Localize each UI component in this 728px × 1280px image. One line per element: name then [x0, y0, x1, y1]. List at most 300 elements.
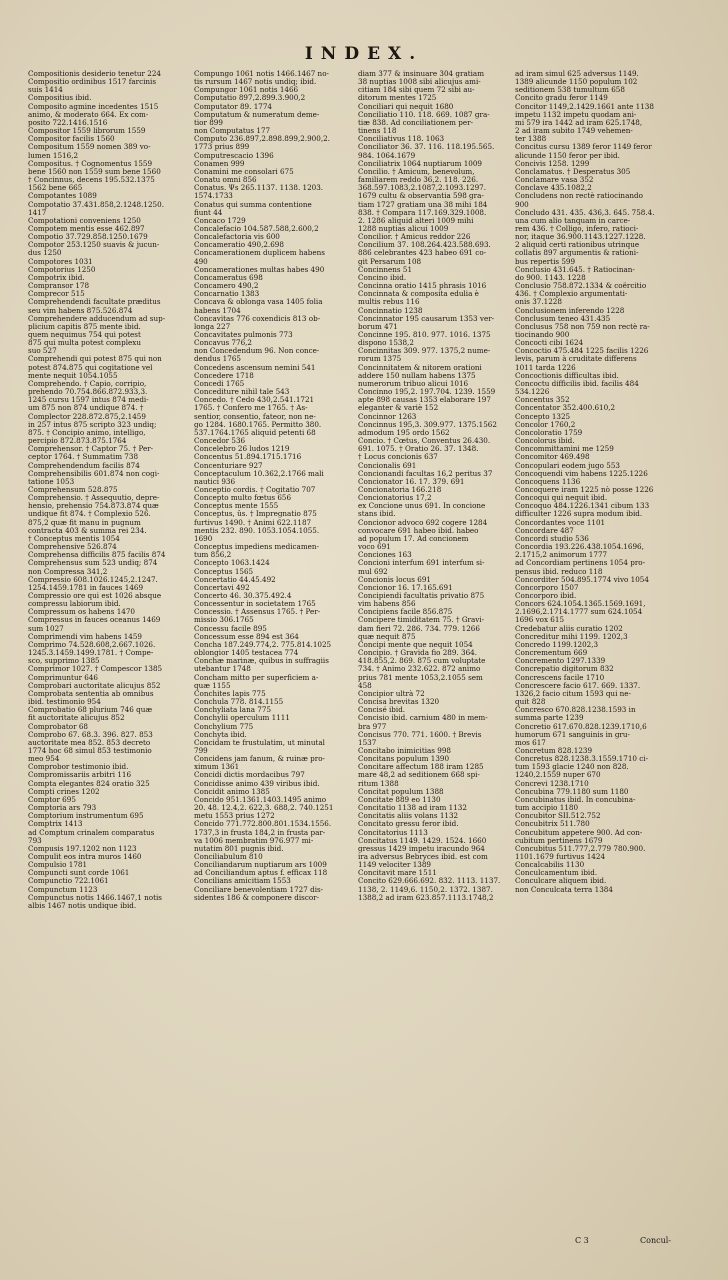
index-entry: humorum 671 sanguinis in gru-	[515, 730, 630, 739]
index-entry: admodum 195 ordo 1562	[358, 428, 450, 437]
index-entry: Concinnor 1263	[358, 412, 417, 421]
index-entry: Comprimendi vim habens 1459	[28, 632, 142, 641]
index-entry: Concameratio 490,2.698	[194, 241, 284, 250]
index-entry: 1389 alicunde 1150 populum 102	[515, 78, 638, 87]
index-entry: difficulter 1226 supra modum ibid.	[515, 510, 643, 519]
index-entry: non Conculcata terra 1384	[515, 885, 613, 894]
index-entry: Concisa brevitas 1320	[358, 698, 440, 707]
index-entry: Concepto 1325	[515, 412, 571, 421]
index-entry: Concedere 1718	[194, 371, 254, 380]
index-entry: 734. † Animo 232.622. 872 animo	[358, 665, 481, 674]
index-entry: Concioni interfum 691 interfum si-	[358, 559, 485, 568]
index-entry: ximum 1361	[194, 763, 240, 772]
index-entry: Concretio 617.670.828.1239.1710,6	[515, 722, 647, 731]
index-entry: 1388,2 ad iram 623.857.1113.1748,2	[358, 893, 494, 902]
index-entry: Concentus 51.894.1715.1716	[194, 453, 302, 462]
index-entry: Compotor 253.1250 suavis & jucun-	[28, 241, 160, 250]
index-entry: Concinnens 51	[358, 265, 413, 274]
page-title: INDEX.	[304, 44, 424, 64]
index-entry: Concedor 536	[194, 437, 246, 446]
index-entry: Concitus cursu 1389 feror 1149 feror	[515, 143, 652, 152]
index-entry: tior 899	[194, 118, 223, 127]
index-entry: ceptor 1764. † Summatim 738	[28, 453, 139, 462]
index-entry: go 1284. 1680.1765. Permitto 380.	[194, 420, 322, 429]
index-entry: Concubina 779.1180 sum 1180	[515, 787, 629, 796]
index-entry: ad iram simul 625 adversus 1149.	[515, 70, 639, 78]
index-column-1	[28, 70, 188, 910]
index-entry: Concordi studio 536	[515, 534, 589, 543]
index-entry: citiam 184 sibi quem 72 sibi au-	[358, 86, 475, 95]
index-entry: 2. 1286 aliquid alteri 1009 mihi	[358, 216, 474, 225]
index-entry: Conatus. Ψs 265.1137. 1138. 1203.	[194, 184, 324, 193]
index-entry: Comprehensibilis 601.874 non cogi-	[28, 469, 160, 478]
index-entry: diam 377 & insinuare 304 gratiam	[358, 70, 485, 78]
index-entry: 886 celebrantes 423 habeo 691 co-	[358, 249, 487, 258]
index-entry: Comprehendo. † Capio, corripio,	[28, 379, 147, 388]
index-entry: borum 471	[358, 322, 398, 331]
index-entry: 799	[194, 746, 208, 755]
index-entry: Compti crines 1202	[28, 787, 100, 796]
index-entry: Conceptus mente 1555	[194, 502, 279, 511]
index-entry: numerorum tribuo alicui 1016	[358, 379, 469, 388]
index-entry: Comptorium instrumentum 695	[28, 812, 144, 821]
signature-mark: C 3	[575, 1236, 589, 1245]
index-entry: Conchyta ibid.	[194, 730, 247, 739]
index-entry: 1690	[194, 534, 213, 543]
index-entry: Concubitor SII.512.752	[515, 812, 601, 821]
index-entry: Concitate 889 eo 1130	[358, 795, 441, 804]
index-entry: git Persarum 108	[358, 257, 422, 266]
index-entry: Concamero 490,2	[194, 282, 259, 291]
index-entry: nor, itaque 36.900.1143.1227.1228.	[515, 233, 646, 242]
index-entry: prius 781 mente 1053,2.1055 sem	[358, 673, 483, 682]
index-entry: tinens 118	[358, 127, 397, 136]
index-entry: Concitans populum 1390	[358, 755, 450, 764]
index-entry: 534.1226	[515, 388, 550, 397]
index-entry: Concinnitatem & nitorem orationi	[358, 363, 482, 372]
index-entry: Concavus 776,2	[194, 339, 253, 348]
index-entry: metu 1553 prius 1272	[194, 812, 275, 821]
index-entry: Concisio ibid. carnium 480 in mem-	[358, 714, 488, 723]
index-entry: Compotationi conveniens 1250	[28, 216, 141, 225]
index-entry: Concorporo 1507	[515, 583, 579, 592]
index-entry: Concionatoria 166.218	[358, 485, 442, 494]
index-entry: Conciliandarum nuptiarum ars 1009	[194, 861, 327, 870]
index-entry: Concoctionis difficultas ibid.	[515, 371, 619, 380]
index-entry: una cum alio tanquam in carce-	[515, 216, 631, 225]
index-entry: Comprehensor. † Captor 75. † Per-	[28, 445, 154, 454]
index-entry: 875 qui multa potest complexu	[28, 339, 141, 348]
index-entry: Concinna oratio 1415 phrasis 1016	[358, 282, 487, 291]
index-entry: Compositionis desiderio tenetur 224	[28, 70, 161, 78]
index-entry: mos 617	[515, 738, 546, 747]
index-entry: Compungor 1061 notis 1466	[194, 86, 299, 95]
index-entry: 984. 1064.1679	[358, 151, 416, 160]
index-entry: Conamini me consolari 675	[194, 167, 294, 176]
index-entry: bra 977	[358, 722, 387, 731]
index-entry: collatis 897 argumentis & rationi-	[515, 249, 639, 258]
index-entry: Concinnatio 1238	[358, 306, 423, 315]
index-entry: Concavitates pulmonis 773	[194, 331, 293, 339]
index-entry: Conchula 778. 814.1155	[194, 698, 284, 707]
index-entry: Concolor 1760,2	[515, 420, 576, 429]
index-entry: auctoritate mea 852. 853 decreto	[28, 738, 151, 747]
index-entry: 1138, 2. 1149,6. 1150,2. 1372. 1387.	[358, 885, 493, 894]
index-entry: 691. 1075. † Oratio 26. 37. 1348.	[358, 445, 479, 454]
index-entry: ibid. testimonio 954	[28, 698, 101, 707]
index-entry: ter 1388	[515, 135, 547, 144]
index-entry: posito 722.1416.1516	[28, 118, 108, 127]
index-entry: Concilium 37. 108.264.423.588.693.	[358, 241, 491, 250]
index-entry: Concipior ultrà 72	[358, 689, 425, 698]
index-entry: Conclusum teneo 431.435	[515, 314, 611, 323]
index-entry: lumen 1516,2	[28, 151, 79, 160]
index-entry: Concludo 431. 435. 436,3. 645. 758.4.	[515, 208, 655, 217]
index-entry: tiam 1727 gratiam una 38 mihi 184	[358, 200, 488, 209]
index-entry: Concludens non rectè ratiocinando	[515, 192, 643, 201]
index-entry: Concitatio 1138 ad iram 1132	[358, 804, 467, 813]
index-entry: Concitatorius 1113	[358, 828, 428, 837]
index-entry: Comptrix 1413	[28, 820, 83, 829]
index-entry: Complector 228.872.875,2.1459	[28, 412, 146, 421]
index-entry: Comprehensum 528.875	[28, 485, 118, 494]
index-entry: Computator 89. 1774	[194, 102, 272, 111]
index-entry: 2 ad iram subito 1749 vehemen-	[515, 127, 633, 136]
index-entry: Compositio ordinibus 1517 farcinis	[28, 78, 157, 87]
index-entry: Concedo. † Cedo 430,2.541.1721	[194, 396, 315, 405]
index-entry: missio 306.1765	[194, 616, 254, 625]
index-entry: seu vim habens 875.526.874	[28, 306, 133, 315]
index-entry: Conatu omni 856	[194, 176, 257, 185]
index-entry: Conamen 999	[194, 159, 245, 168]
index-entry: Conculcare aliquem ibid.	[515, 877, 607, 886]
index-entry: quæ nequit 875	[358, 632, 416, 641]
index-entry: Conclamatus. † Desperatus 305	[515, 167, 631, 176]
index-entry: gressus 1429 impetu iracundo 964	[358, 844, 485, 853]
index-entry: Concoctu difficilis ibid. facilis 484	[515, 379, 639, 388]
index-entry: Comprehendendi facultate præditus	[28, 298, 161, 307]
index-entry: Compungo 1061 notis 1466.1467 no-	[194, 70, 329, 78]
index-entry: rorum 1375	[358, 355, 402, 364]
index-entry: Concitatus 1149. 1429. 1524. 1660	[358, 836, 487, 845]
index-entry: Conciliatrix 1064 nuptiarum 1009	[358, 159, 482, 168]
index-entry: Compressio ore qui est 1026 absque	[28, 592, 162, 600]
index-entry: Compuncti sunt corde 1061	[28, 869, 130, 878]
index-entry: Concocti cibi 1624	[515, 339, 584, 348]
index-entry: 900	[515, 200, 529, 209]
index-entry: Concameratus 698	[194, 273, 263, 282]
index-entry: Compusis 197.1202 non 1123	[28, 844, 137, 853]
index-entry: Conciliativus 118. 1063	[358, 135, 445, 144]
index-entry: tum 856,2	[194, 551, 232, 560]
index-entry: Conchylii operculum 1111	[194, 714, 290, 723]
index-entry: Concepto 1063.1424	[194, 559, 270, 568]
index-entry: Concitatis aliis volans 1132	[358, 812, 459, 821]
index-entry: dispono 1538,2	[358, 339, 414, 348]
index-entry: Conceptus, ûs. † Impregnatio 875	[194, 510, 317, 519]
index-entry: sentior, consentio, fateor, non ne-	[194, 412, 316, 421]
index-entry: Compotrix ibid.	[28, 273, 85, 282]
index-entry: suo 527	[28, 347, 57, 356]
index-entry: 1737,3 in frusta 184,2 in frusta par-	[194, 828, 326, 837]
index-entry: voco 691	[358, 543, 391, 552]
index-entry: Concorporo ibid.	[515, 592, 577, 600]
index-entry: Compositor facilis 1560	[28, 135, 115, 144]
index-entry: Comprimuntur 646	[28, 673, 99, 682]
index-entry: Concio. † Cœtus, Conventus 26.430.	[358, 437, 491, 446]
index-entry: Conclave 435.1082,2	[515, 184, 592, 193]
index-entry: 793	[28, 836, 42, 845]
index-entry: Concisé ibid.	[358, 706, 406, 715]
index-entry: ira adversus Bebryces ibid. est com	[358, 853, 488, 861]
index-entry: Concidi dictis mordacibus 797	[194, 771, 305, 780]
index-entry: Concedi 1765	[194, 379, 245, 388]
index-entry: 1011 tarda 1226	[515, 363, 576, 372]
index-entry: Concinnus 195,3. 309.977. 1375.1562	[358, 420, 497, 429]
index-entry: Concalefactoria vis 600	[194, 233, 280, 242]
index-entry: Concertavi 492	[194, 583, 250, 592]
index-entry: meo 954	[28, 755, 60, 764]
index-entry: convocare 691 habeo ibid. habeo	[358, 526, 479, 535]
index-entry: Concessu facile 895	[194, 624, 267, 633]
index-entry: Comprobo 67. 68.3. 396. 827. 853	[28, 730, 153, 739]
index-entry: Comprimo 74.528.608,2.667.1026.	[28, 640, 156, 649]
index-entry: Conchyliata lana 775	[194, 706, 272, 715]
index-entry: bene 1560 non 1559 sum bene 1560	[28, 167, 161, 176]
index-entry: Concha 187.249.774,2. 775.814.1025	[194, 640, 332, 649]
index-entry: non Computatus 177	[194, 127, 271, 136]
index-entry: Concilior. † Amicus reddor 226	[358, 233, 471, 242]
index-entry: eleganter & variè 152	[358, 404, 439, 413]
index-entry: nutatim 801 pugnis ibid.	[194, 844, 284, 853]
index-entry: sum 1027	[28, 624, 64, 633]
index-entry: sco, supprimo 1385	[28, 657, 100, 666]
index-entry: Concava & oblonga vasa 1405 folia	[194, 298, 323, 307]
index-entry: percipio 872.873.875.1764	[28, 437, 127, 446]
index-entry: tiocinando 900	[515, 331, 570, 339]
index-entry: Concinnitas 309. 977. 1375,2 nume-	[358, 347, 491, 356]
index-entry: mare 48,2 ad seditionem 668 spi-	[358, 771, 480, 780]
index-entry: Comprehensa difficilis 875 facilis 874	[28, 551, 166, 560]
index-entry: 1149 velociter 1389	[358, 861, 431, 870]
index-entry: stans ibid.	[358, 510, 396, 519]
index-entry: Concremento 1297.1339	[515, 657, 606, 666]
index-entry: ex Concione unus 691. In concione	[358, 502, 486, 511]
index-entry: Comprobatio 68 plurium 746 quæ	[28, 706, 153, 715]
index-entry: Compressus in fauces oceanus 1469	[28, 616, 161, 625]
index-entry: do 900. 1143. 1228	[515, 273, 586, 282]
index-entry: 1773 prius 899	[194, 143, 250, 152]
index-entry: Concubinatus ibid. In concubina-	[515, 795, 636, 804]
index-entry: 1254.1459.1781 in fauces 1469	[28, 583, 144, 592]
index-entry: 458	[358, 681, 372, 690]
index-entry: Concoquere iram 1225 nò posse 1226	[515, 485, 654, 494]
index-entry: Concoloratio 1759	[515, 428, 583, 437]
index-entry: utebantur 1748	[194, 665, 251, 674]
index-entry: Compotores 1031	[28, 257, 93, 266]
index-entry: Conceptus 1565	[194, 567, 254, 576]
index-entry: Comprobator 68	[28, 722, 88, 731]
index-entry: Concessum esse 894 est 364	[194, 632, 299, 641]
index-entry: mentis 232. 890. 1053.1054.1055.	[194, 526, 320, 535]
index-entry: tum accipio 1180	[515, 804, 579, 813]
index-entry: Conchites lapis 775	[194, 689, 266, 698]
index-entry: 875,2 quæ fit manu in pugnum	[28, 518, 141, 527]
index-entry: albis 1467 notis undique ibid.	[28, 901, 137, 910]
index-entry: Concamerationem duplicem habens	[194, 249, 325, 258]
index-entry: Concresco 670.828.1238.1593 in	[515, 706, 636, 715]
index-entry: Compotantes 1089	[28, 192, 97, 201]
index-entry: Comprobari auctoritate alicujus 852	[28, 681, 161, 690]
index-entry: Compotem mentis esse 462.897	[28, 224, 145, 233]
index-entry: Concentus 352	[515, 396, 570, 405]
index-entry: Concionatorius 17,2	[358, 494, 432, 503]
index-entry: Concoquo 484.1226.1341 cibum 133	[515, 502, 650, 511]
index-entry: † Concinnus, decens 195.532.1375	[28, 176, 155, 185]
index-entry: Concitavit mare 1511	[358, 869, 437, 878]
index-entry: Concrevi 1238.1710	[515, 779, 589, 788]
index-entry: † Locus concionis 637	[358, 453, 438, 462]
index-entry: Comprobor testimonio ibid.	[28, 763, 129, 772]
index-entry: 1240,2.1559 nuper 670	[515, 771, 601, 780]
index-entry: Concionor 16. 17.165.691	[358, 583, 453, 592]
index-entry: 1774 hoc 68 simul 853 testimonio	[28, 746, 152, 755]
index-entry: Concertatio 44.45.492	[194, 575, 276, 584]
index-entry: Compressum os habens 1470	[28, 608, 136, 617]
index-entry: Compositor 1559 librorum 1559	[28, 127, 146, 136]
index-entry: Compositum 1559 nomen 389 vo-	[28, 143, 151, 152]
index-entry: Comprobata sententia ab omnibus	[28, 689, 154, 698]
index-entry: Concubitus 511.777,2.779 780.900.	[515, 844, 646, 853]
index-entry: Concham mitto per superficiem a-	[194, 673, 319, 682]
index-entry: Concessio. † Assensus 1765. † Per-	[194, 608, 321, 617]
index-entry: Conciliatio 110. 118. 669. 1087 gra-	[358, 110, 490, 119]
index-entry: 2.1715,2 animorum 1777	[515, 551, 608, 560]
index-entry: Concilians amicitiam 1553	[194, 877, 291, 886]
index-entry: Concinne 195. 810. 977. 1016. 1375	[358, 331, 491, 339]
index-entry: mente nequit 1054.1055	[28, 371, 118, 380]
index-entry: Compotorius 1250	[28, 265, 96, 274]
index-entry: 1765. † Confero me 1765. † As-	[194, 404, 308, 413]
index-entry: seditionem 538 tumultum 658	[515, 86, 625, 95]
index-entry: ritum 1388	[358, 779, 399, 788]
index-entry: Concomitor 469.498	[515, 453, 590, 462]
index-entry: quem nequimus 754 qui potest	[28, 331, 141, 339]
index-entry: Concessentur in societatem 1765	[194, 600, 316, 609]
index-entry: Concionis locus 691	[358, 575, 431, 584]
index-entry: impetu 1132 impetu quodam ani-	[515, 110, 637, 119]
index-entry: non Concedendum 96. Non conce-	[194, 347, 320, 356]
index-entry: Compunctio 722.1061	[28, 877, 109, 886]
index-entry: Compotio 37.729.858.1250.1679	[28, 233, 148, 242]
index-entry: Compotatio 37.431.858,2.1248.1250.	[28, 200, 164, 209]
index-entry: Concordare 487	[515, 526, 574, 535]
index-entry: Conchæ marinæ, quibus in suffragiis	[194, 657, 329, 666]
index-entry: Computatio 897,2.899.3.900,2	[194, 94, 306, 103]
index-entry: longa 227	[194, 322, 231, 331]
index-entry: Concido 771.772.800.801.1534.1556.	[194, 820, 332, 829]
index-entry: Compressio 608.1026.1245,2.1247.	[28, 575, 158, 584]
index-entry: Conceptaculum 10.362,2.1766 mali	[194, 469, 324, 478]
index-entry: Conclusus 758 non 759 non rectè ra-	[515, 322, 650, 331]
index-entry: dam fieri 72. 286. 734. 779. 1266	[358, 624, 480, 633]
index-entry: 1574.1733	[194, 192, 233, 201]
index-entry: Concommittamini me 1259	[515, 445, 614, 454]
index-entry: pensus ibid. reduco 118	[515, 567, 603, 576]
index-entry: Compromissariis arbitri 116	[28, 771, 132, 780]
index-entry: habens 1704	[194, 306, 241, 315]
index-entry: Concido 951.1361.1403.1495 animo	[194, 795, 327, 804]
index-entry: Concitor 1149,2.1429.1661 ante 1138	[515, 102, 654, 111]
index-entry: Concinnata & composita edulia è	[358, 290, 479, 299]
index-entry: Comprehendendum facilis 874	[28, 461, 140, 470]
index-entry: Compulsio 1781	[28, 861, 88, 870]
index-column-2	[194, 70, 354, 902]
index-entry: Comprehensive 526.874	[28, 543, 117, 552]
index-entry: levis, parum à cruditate differens	[515, 355, 637, 364]
index-entry: Concretum 828.1239	[515, 746, 593, 755]
index-entry: plicium capitis 875 mente ibid.	[28, 322, 141, 331]
index-entry: 20. 48. 12.4,2. 622,3. 688,2. 740.1251	[194, 804, 334, 813]
index-entry: oblongior 1405 testacea 774	[194, 649, 299, 658]
index-entry: Comptoria ars 793	[28, 804, 97, 813]
index-entry: Conciones 163	[358, 551, 412, 560]
index-entry: Concedens ascensum nemini 541	[194, 363, 316, 372]
index-entry: compressu labiorum ibid.	[28, 600, 121, 609]
index-entry: Concidens jam fanum, & ruinæ pro-	[194, 755, 325, 764]
index-entry: Conclusionem inferendo 1228	[515, 306, 625, 315]
index-entry: Concepto multo fœtus 656	[194, 494, 292, 503]
index-entry: Computatum & numeratum deme-	[194, 110, 320, 119]
index-entry: 38 nuptias 1008 sibi alicujus ami-	[358, 78, 481, 87]
index-entry: 2.1696,2.1714.1777 sum 624.1054	[515, 608, 643, 617]
index-entry: Concolorus ibid.	[515, 437, 575, 446]
index-entry: 1679 cultu & observantia 598 gra-	[358, 192, 484, 201]
index-entry: Concordantes voce 1101	[515, 518, 606, 527]
index-entry: Compositius ibid.	[28, 94, 92, 103]
index-entry: Concoqui qui nequit ibid.	[515, 494, 608, 503]
index-entry: Concerto 46. 30.375.492.4	[194, 592, 292, 600]
index-entry: Conchylium 775	[194, 722, 254, 731]
index-entry: † Conceptus mentis 1054	[28, 534, 120, 543]
index-entry: Concreditur mihi 1199. 1202,3	[515, 632, 628, 641]
index-entry: mul 692	[358, 567, 388, 576]
index-entry: ditorum mentes 1725	[358, 94, 437, 103]
index-entry: Concarnatio 1383	[194, 290, 260, 299]
index-entry: Concipi mente que nequit 1054	[358, 640, 473, 649]
index-entry: cubitum pertinens 1679	[515, 836, 603, 845]
index-entry: undique fit 874. † Complexio 526.	[28, 510, 151, 519]
index-entry: hensio, prehensio 754.873.874 quæ	[28, 502, 159, 511]
index-entry: Concilio. † Amicum, benevolum,	[358, 167, 475, 176]
index-entry: 838. † Compara 117.169.329.1008.	[358, 208, 487, 217]
index-entry: Comprecor 515	[28, 290, 85, 299]
index-entry: familiarem reddo 36,2. 118. 226.	[358, 176, 479, 185]
index-entry: tum 1593 glacie 1240 non 828.	[515, 763, 629, 772]
index-entry: in 257 intus 875 scripto 323 undiq;	[28, 420, 157, 429]
index-entry: Concionandi facultas 16,2 peritus 37	[358, 469, 493, 478]
index-entry: 418.855,2. 869. 875 cum voluptate	[358, 657, 486, 666]
index-entry: Computo 236.897,2.898.899,2.900,2.	[194, 135, 330, 144]
index-entry: suis 1414	[28, 86, 63, 95]
index-entry: Concinno 195,2. 197.704. 1239. 1559	[358, 388, 496, 397]
index-entry: Concidam te frustulatim, ut minutal	[194, 738, 325, 747]
index-entry: tis rursum 1467 notis undiq; ibid.	[194, 78, 317, 87]
index-entry: Conciliare benevolentiam 1727 dis-	[194, 885, 324, 894]
index-entry: 1245 cursu 1597 intus 874 medi-	[28, 396, 149, 405]
index-entry: Conciliari qui nequit 1680	[358, 102, 454, 111]
index-entry: Concoctio 475.484 1225 facilis 1226	[515, 347, 649, 356]
